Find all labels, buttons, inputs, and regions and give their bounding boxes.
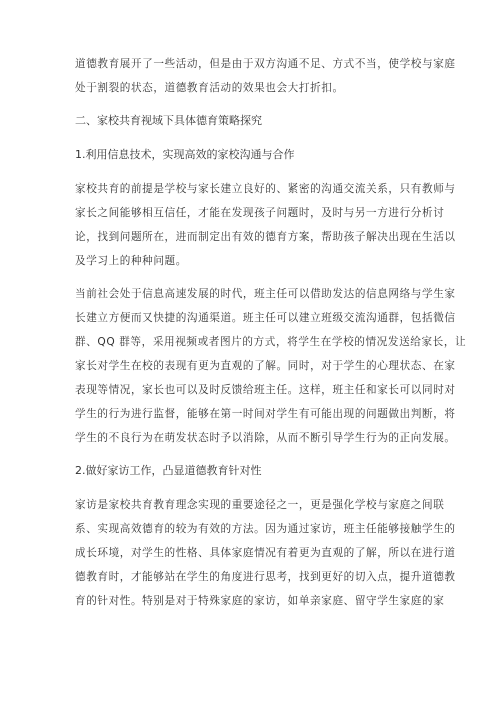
subsection-heading-2: 2.做好家访工作，凸显道德教育针对性: [75, 464, 262, 477]
subsection-heading-1: 1.利用信息技术，实现高效的家校沟通与合作: [75, 148, 295, 161]
text-line: 处于割裂的状态，道德教育活动的效果也会大打折扣。: [75, 82, 344, 94]
text-line: 学生的不良行为在萌发状态时予以消除，从而不断引导学生行为的正向发展。: [75, 432, 456, 444]
text-line: 德教育时，才能够站在学生的角度进行思考，找到更好的切入点，提升道德教: [75, 571, 456, 583]
text-line: 成长环境，对学生的性格、具体家庭情况有着更为直观的了解，所以在进行道: [75, 547, 456, 559]
text-line: 表现等情况，家长也可以及时反馈给班主任。这样，班主任和家长可以同时对: [75, 384, 456, 396]
paragraph-home-school-trust: [75, 177, 456, 273]
text-line: 长建立方便而又快捷的沟通渠道。班主任可以建立班级交流沟通群，包括微信: [75, 312, 456, 324]
text-line: 家长之间能够相互信任，才能在发现孩子问题时，及时与另一方进行分析讨: [75, 207, 445, 219]
text-line: 家访是家校共育教育理念实现的重要途径之一，更是强化学校与家庭之间联: [75, 499, 445, 511]
text-line: 当前社会处于信息高速发展的时代，班主任可以借助发达的信息网络与学生家: [75, 288, 456, 300]
text-line: 及学习上的种种问题。: [75, 255, 187, 267]
text-line: 家长对学生在校的表现有更为直观的了解。同时，对于学生的心理状态、在家: [75, 360, 456, 372]
text-line: 育的针对性。特别是对于特殊家庭的家访，如单亲家庭、留守学生家庭的家: [75, 595, 445, 607]
text-line: 论，找到问题所在，进而制定出有效的德育方案，帮助孩子解决出现在生活以: [75, 231, 456, 243]
paragraph-intro: [75, 52, 456, 100]
text-line: 家校共育的前提是学校与家长建立良好的、紧密的沟通交流关系，只有教师与: [75, 183, 456, 195]
text-line: 道德教育展开了一些活动，但是由于双方沟通不足、方式不当，使学校与家庭: [75, 58, 456, 70]
text-line: 学生的行为进行监督，能够在第一时间对学生有可能出现的问题做出判断，将: [75, 408, 456, 420]
text-line: 系、实现高效德育的较为有效的方法。因为通过家访，班主任能够接触学生的: [75, 523, 456, 535]
paragraph-information-channels: [75, 282, 467, 450]
paragraph-home-visits: [75, 493, 456, 613]
section-heading: 二、家校共育视域下具体德育策略探究: [75, 114, 262, 127]
text-line: 群、QQ 群等，采用视频或者图片的方式，将学生在学校的情况发送给家长，让: [75, 336, 467, 348]
